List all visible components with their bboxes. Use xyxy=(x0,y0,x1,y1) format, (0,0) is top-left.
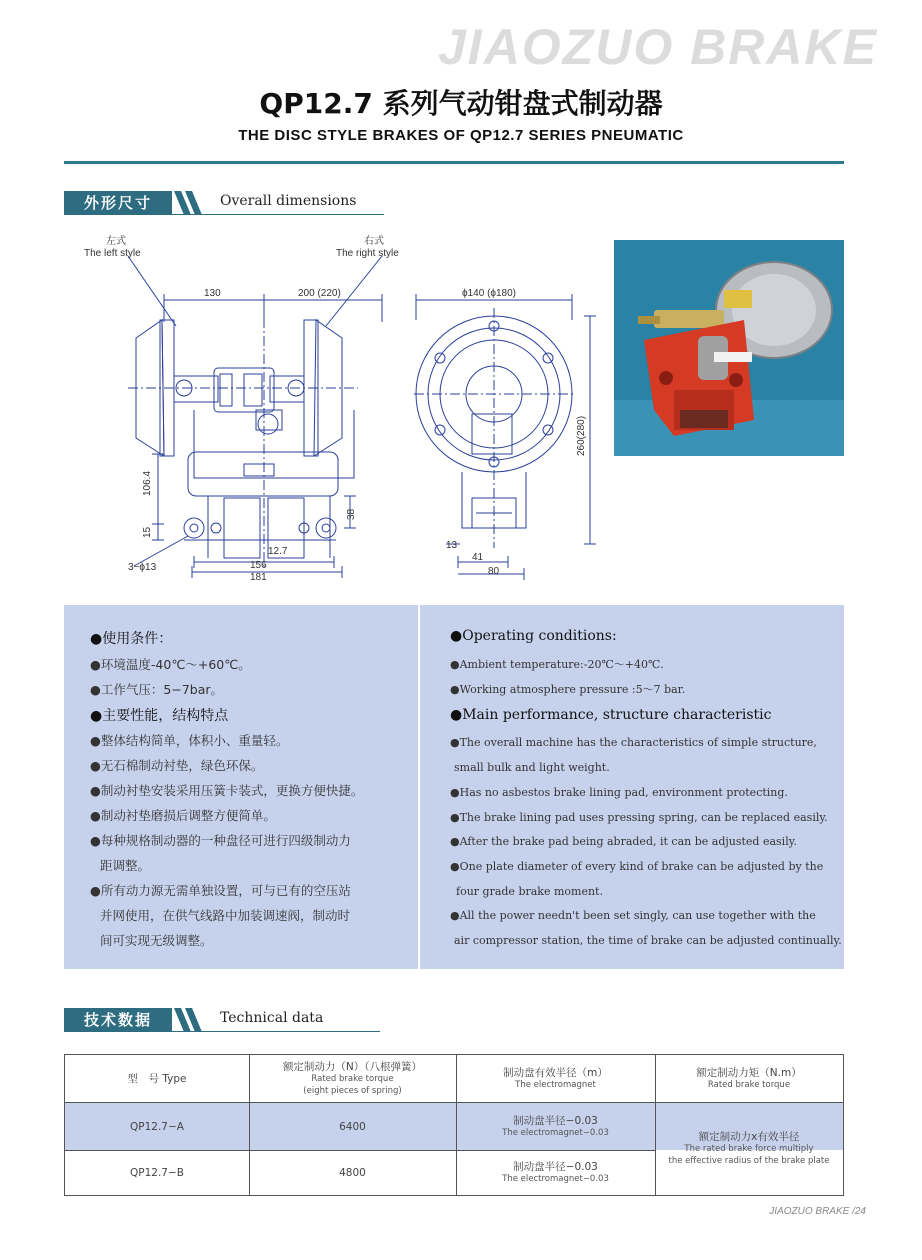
row-a-radius: 制动盘半径−0.03 The electromagnet−0.03 xyxy=(502,1114,609,1138)
section-tag: 技术数据 xyxy=(64,1008,172,1032)
en-line: ●Has no asbestos brake lining pad, environment protecting. xyxy=(450,786,788,799)
dim-260: 260(280) xyxy=(576,415,587,456)
header-torque: 额定制动力矩（N.m） Rated brake torque xyxy=(696,1066,802,1090)
en-line: air compressor station, the time of brake can be adjusted continually. xyxy=(454,934,842,947)
section-tag: 外形尺寸 xyxy=(64,191,172,215)
section-header-dimensions xyxy=(64,191,384,217)
right-style-en: The right style xyxy=(336,248,399,259)
section-header-technical xyxy=(64,1008,384,1034)
en-line: ●After the brake pad being abraded, it can be adjusted easily. xyxy=(450,835,797,848)
dim-181: 181 xyxy=(250,572,267,583)
en-line: small bulk and light weight. xyxy=(454,761,610,774)
cn-line: ●无石棉制动衬垫，绿色环保。 xyxy=(90,758,264,773)
dim-106: 106.4 xyxy=(142,470,153,496)
page-footer: JIAOZUO BRAKE /24 xyxy=(769,1206,866,1217)
header-force: 额定制动力（N）（八根弹簧） Rated brake torque (eight pieces of spring) xyxy=(282,1060,423,1096)
torque-formula: 额定制动力x有效半径 The rated brake force multiply the effective radius of the brake plate xyxy=(668,1131,830,1166)
brand-watermark: JIAOZUO BRAKE xyxy=(438,19,878,75)
cn-line: 间可实现无级调整。 xyxy=(100,933,213,948)
cn-line: ●整体结构简单，体积小、重量轻。 xyxy=(90,733,289,748)
en-line: four grade brake moment. xyxy=(456,885,603,898)
row-b-type: QP12.7−B xyxy=(130,1167,184,1179)
dim-3phi13: 3−ϕ13 xyxy=(128,562,157,573)
dim-13: 13 xyxy=(446,540,458,551)
section-label: Technical data xyxy=(220,1010,324,1026)
row-a-force: 6400 xyxy=(339,1120,366,1133)
header-type: 型 号 Type xyxy=(127,1072,187,1085)
left-style-en: The left style xyxy=(84,248,141,259)
en-line: ●Working atmosphere pressure :5～7 bar. xyxy=(450,683,686,696)
en-performance-head: ●Main performance, structure characteristic xyxy=(450,707,772,723)
en-line: ●One plate diameter of every kind of brake can be adjusted by the xyxy=(450,860,824,873)
left-style-cn: 左式 xyxy=(106,236,126,247)
row-a-type: QP12.7−A xyxy=(130,1120,184,1133)
row-b-radius: 制动盘半径−0.03 The electromagnet−0.03 xyxy=(502,1161,609,1184)
spec-table xyxy=(64,1054,844,1196)
cn-line: ●环境温度-40℃～+60℃。 xyxy=(90,657,251,672)
dim-156: 156 xyxy=(250,560,267,571)
cn-line: ●制动衬垫磨损后调整方便简单。 xyxy=(90,808,276,823)
page-title-en: THE DISC STYLE BRAKES OF QP12.7 SERIES PNEUMATIC xyxy=(238,127,684,144)
row-b-force: 4800 xyxy=(339,1167,366,1179)
en-line: ●The brake lining pad uses pressing spring, can be replaced easily. xyxy=(450,811,828,824)
en-line: ●The overall machine has the characteristics of simple structure, xyxy=(450,736,817,749)
section-slash-icon xyxy=(174,1008,214,1032)
right-style-cn: 右式 xyxy=(364,236,384,247)
section-slash-icon xyxy=(174,191,214,215)
dim-38: 38 xyxy=(346,508,357,520)
dim-phi: ϕ140 (ϕ180) xyxy=(462,288,517,299)
dim-12-7: 12.7 xyxy=(268,546,288,557)
cn-line: 距调整。 xyxy=(100,858,151,873)
dim-200: 200 (220) xyxy=(298,288,341,299)
page-title-cn: QP12.7 系列气动钳盘式制动器 xyxy=(259,87,663,120)
conditions-panel-cn xyxy=(64,605,418,969)
title-divider xyxy=(64,161,844,164)
cn-line: ●制动衬垫安装采用压簧卡装式，更换方便快捷。 xyxy=(90,783,364,798)
section-label: Overall dimensions xyxy=(220,193,357,209)
brake-photo xyxy=(614,240,844,456)
cn-operating-head: ●使用条件： xyxy=(90,631,173,647)
cn-line: ●每种规格制动器的一种盘径可进行四级制动力 xyxy=(90,833,351,848)
cn-line: ●所有动力源无需单独设置，可与已有的空压站 xyxy=(90,883,351,898)
en-line: ●All the power needn't been set singly, can use together with the xyxy=(450,909,816,922)
en-line: ●Ambient temperature:-20℃～+40℃. xyxy=(450,658,664,671)
cn-line: ●工作气压：5−7bar。 xyxy=(90,682,224,697)
cn-line: 并网使用，在供气线路中加装调速阀，制动时 xyxy=(100,908,351,923)
en-operating-head: ●Operating conditions: xyxy=(450,628,617,644)
header-radius: 制动盘有效半径（m） The electromagnet xyxy=(503,1066,608,1090)
dimension-drawing xyxy=(64,228,604,584)
cn-performance-head: ●主要性能，结构特点 xyxy=(90,708,229,724)
dim-80: 80 xyxy=(488,566,500,577)
dim-130: 130 xyxy=(204,288,221,299)
dim-15: 15 xyxy=(142,526,153,538)
dim-41: 41 xyxy=(472,552,484,563)
conditions-panel-en xyxy=(420,605,844,969)
